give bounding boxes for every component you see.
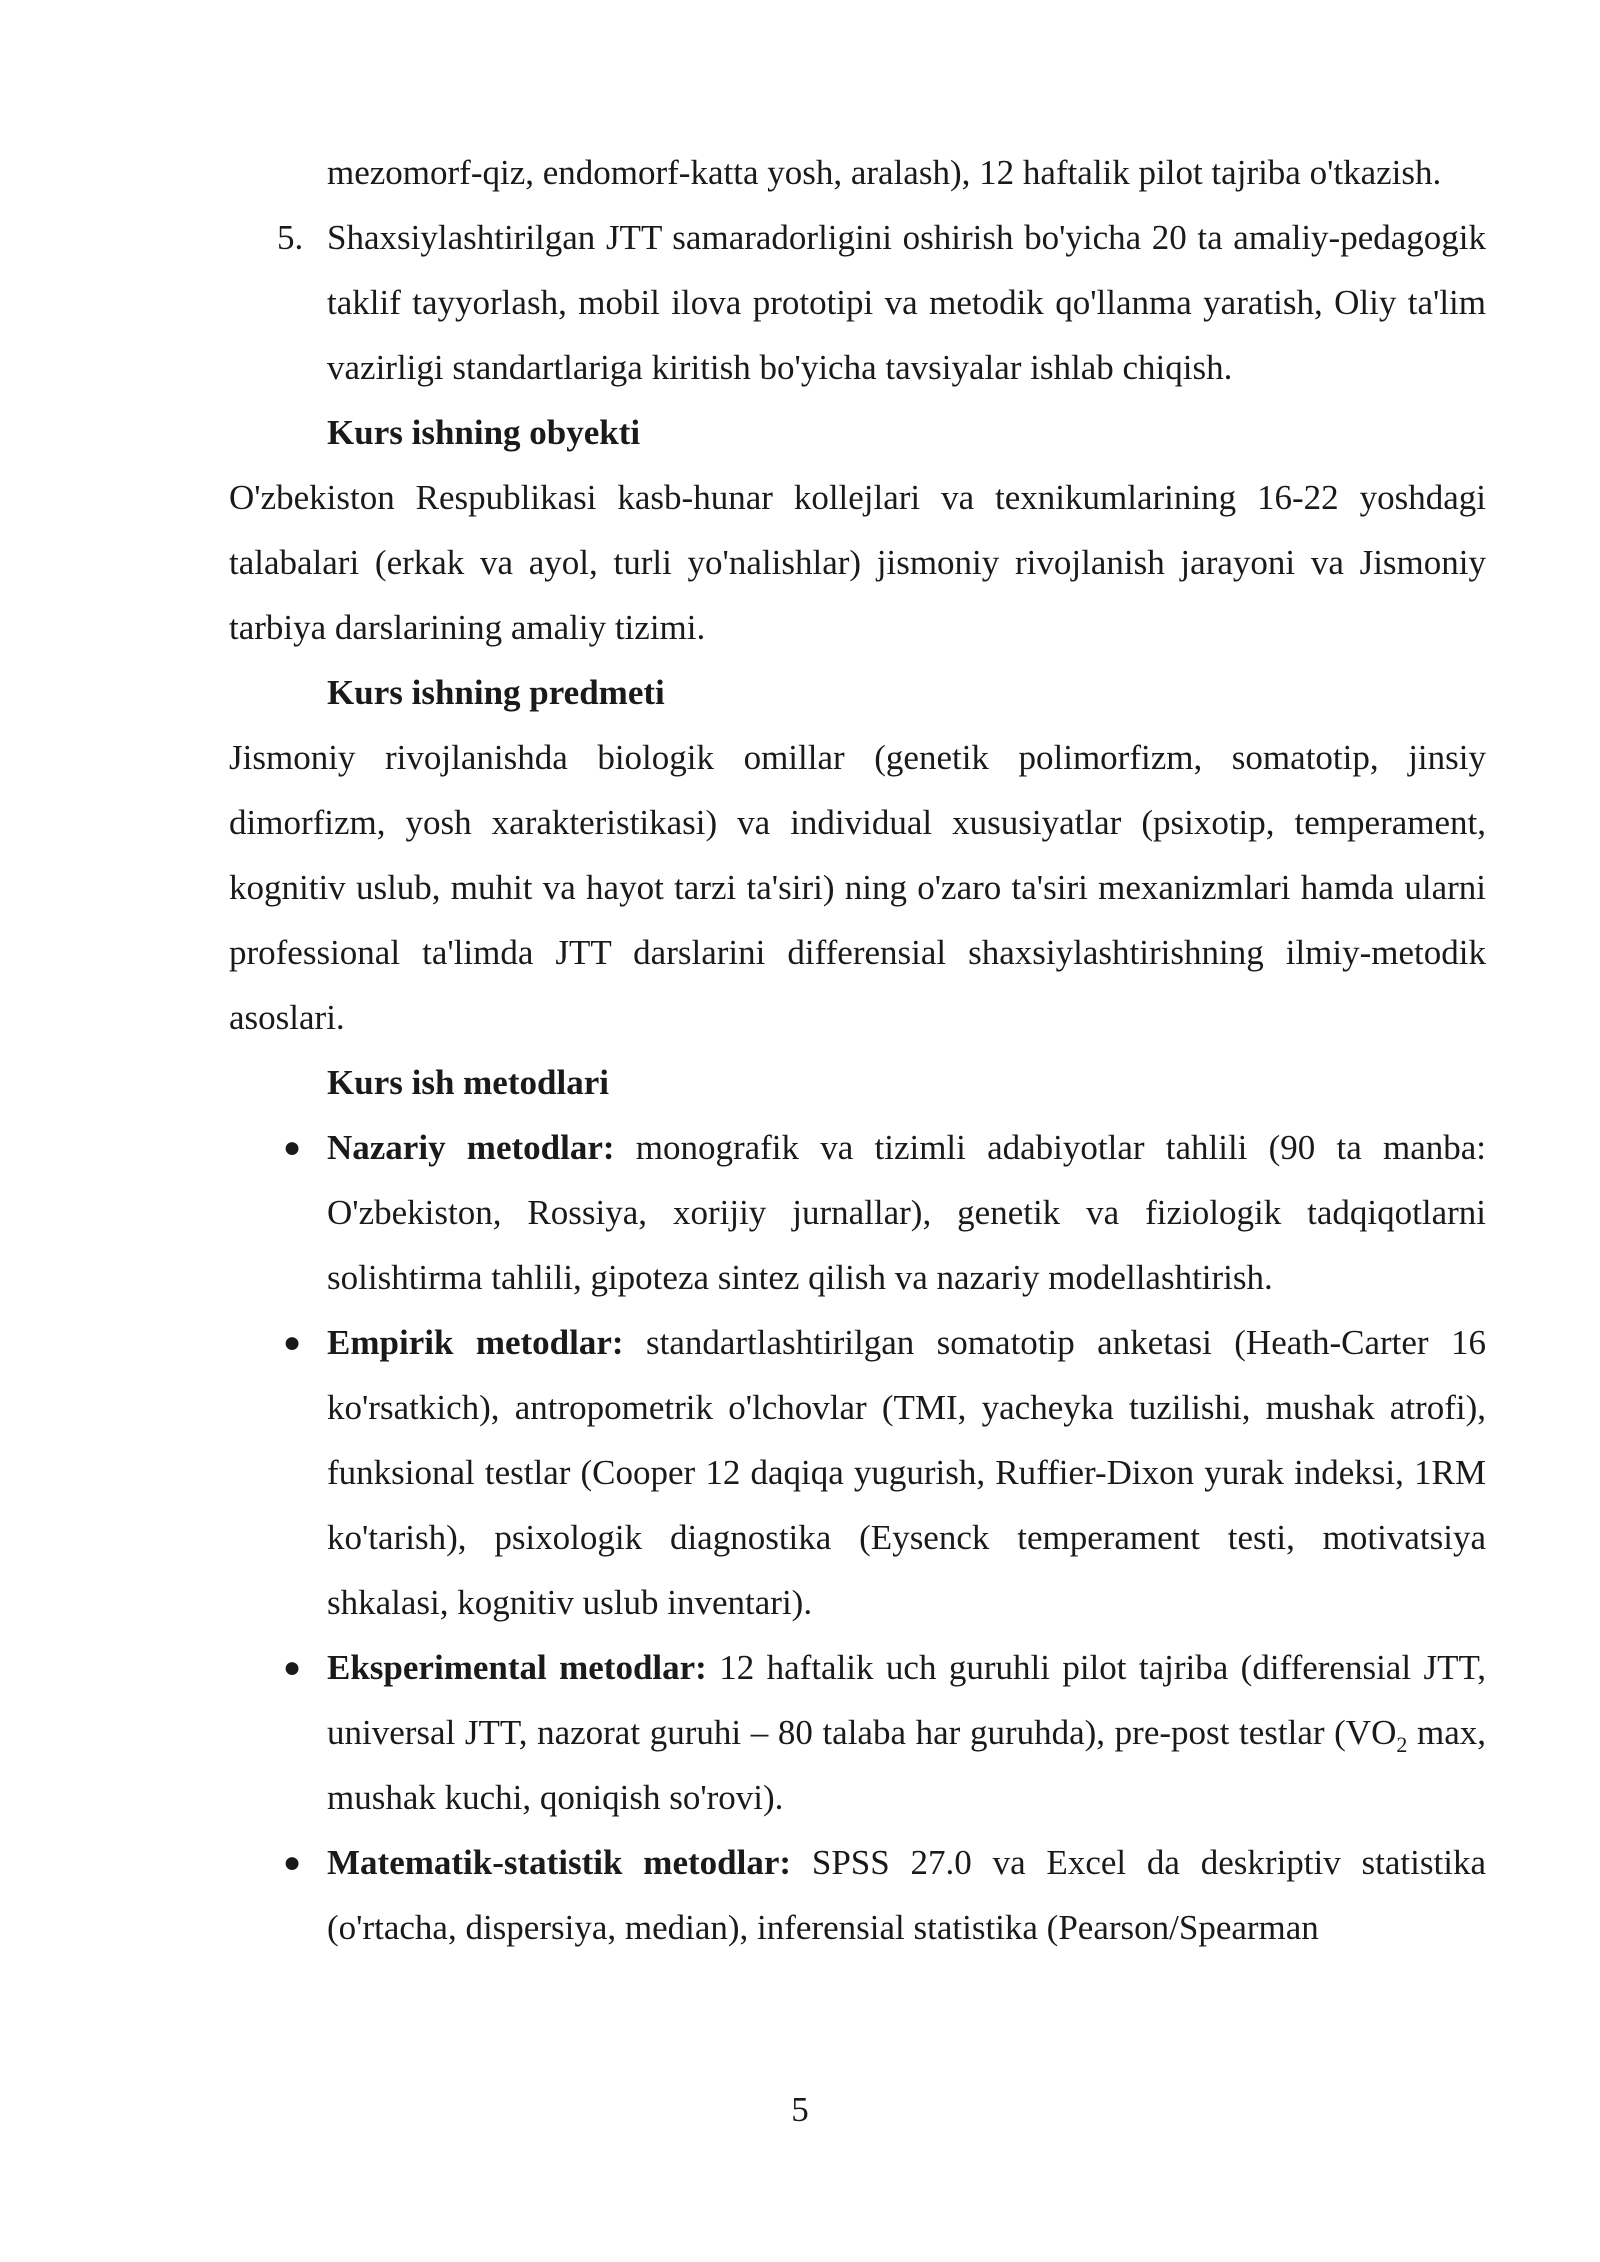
object-paragraph: O'zbekiston Respublikasi kasb-hunar kollejlari va texnikumlarining 16-22 yoshdagi talabalari (erkak va ayol, turli yo'nalishlar) jismoniy rivojlanish jarayoni va Jismoniy tarbiya darslarining amaliy tizimi. [229, 478, 1486, 647]
object-heading: Kurs ishning obyekti [327, 413, 641, 452]
list-item-text: Shaxsiylashtirilgan JTT samaradorligini oshirish bo'yicha 20 ta amaliy-pedagogik taklif tayyorlash, mobil ilova prototipi va metodik qo'llanma yaratish, Oliy ta'lim vazirligi standartlariga kiritish bo'yicha tavsiyalar ishlab chiqish. [327, 218, 1486, 387]
bullet-icon: ● [283, 1131, 302, 1164]
list-item [229, 1310, 1486, 1635]
list-item-number: 5. [277, 218, 304, 257]
list-item [229, 1635, 1486, 1830]
bullet-icon: ● [283, 1846, 302, 1879]
method-text: 12 haftalik uch guruhli pilot tajriba (differensial JTT, universal JTT, nazorat guruhi – 80 talaba har guruhda), pre-post testlar (VO [327, 1648, 1486, 1752]
method-label: Matematik-statistik metodlar: [327, 1843, 792, 1882]
numbered-list-item [229, 205, 1486, 400]
method-label: Empirik metodlar: [327, 1323, 624, 1362]
method-label: Eksperimental metodlar: [327, 1648, 707, 1687]
subject-heading: Kurs ishning predmeti [327, 673, 665, 712]
subject-paragraph: Jismoniy rivojlanishda biologik omillar (genetik polimorfizm, somatotip, jinsiy dimorfizm, yosh xarakteristikasi) va individual xususiyatlar (psixotip, temperament, kognitiv uslub, muhit va hayot tarzi ta'siri) ning o'zaro ta'siri mexanizmlari hamda ularni professional ta'limda JTT darslarini differensial shaxsiylashtirishning ilmiy-metodik asoslari. [229, 738, 1486, 1037]
list-item [229, 1830, 1486, 1960]
method-text: standartlashtirilgan somatotip anketasi (Heath-Carter 16 ko'rsatkich), antropometrik o'lchovlar (TMI, yacheyka tuzilishi, mushak atrofi), funksional testlar (Cooper 12 daqiqa yugurish, Ruffier-Dixon yurak indeksi, 1RM ko'tarish), psixologik diagnostika (Eysenck temperament testi, motivatsiya shkalasi, kognitiv uslub inventari). [327, 1323, 1487, 1622]
subscript: 2 [1396, 1732, 1408, 1757]
page-body [229, 140, 1486, 1960]
bullet-icon: ● [283, 1326, 302, 1359]
bullet-icon: ● [283, 1651, 302, 1684]
method-text-after: max, mushak kuchi, qoniqish so'rovi). [327, 1713, 1486, 1817]
method-text: monografik va tizimli adabiyotlar tahlili (90 ta manba: O'zbekiston, Rossiya, xorijiy jurnallar), genetik va fiziologik tadqiqotlarni solishtirma tahlili, gipoteza sintez qilish va nazariy modellashtirish. [327, 1128, 1486, 1297]
page-number: 5 [791, 2090, 809, 2129]
methods-heading: Kurs ish metodlari [327, 1063, 609, 1102]
method-label: Nazariy metodlar: [327, 1128, 615, 1167]
methods-list [229, 1115, 1486, 1960]
list-item [229, 1115, 1486, 1310]
continuation-paragraph: mezomorf-qiz, endomorf-katta yosh, aralash), 12 haftalik pilot tajriba o'tkazish. [327, 153, 1442, 192]
method-text: SPSS 27.0 va Excel da deskriptiv statistika (o'rtacha, dispersiya, median), inferensial statistika (Pearson/Spearman [327, 1843, 1486, 1947]
